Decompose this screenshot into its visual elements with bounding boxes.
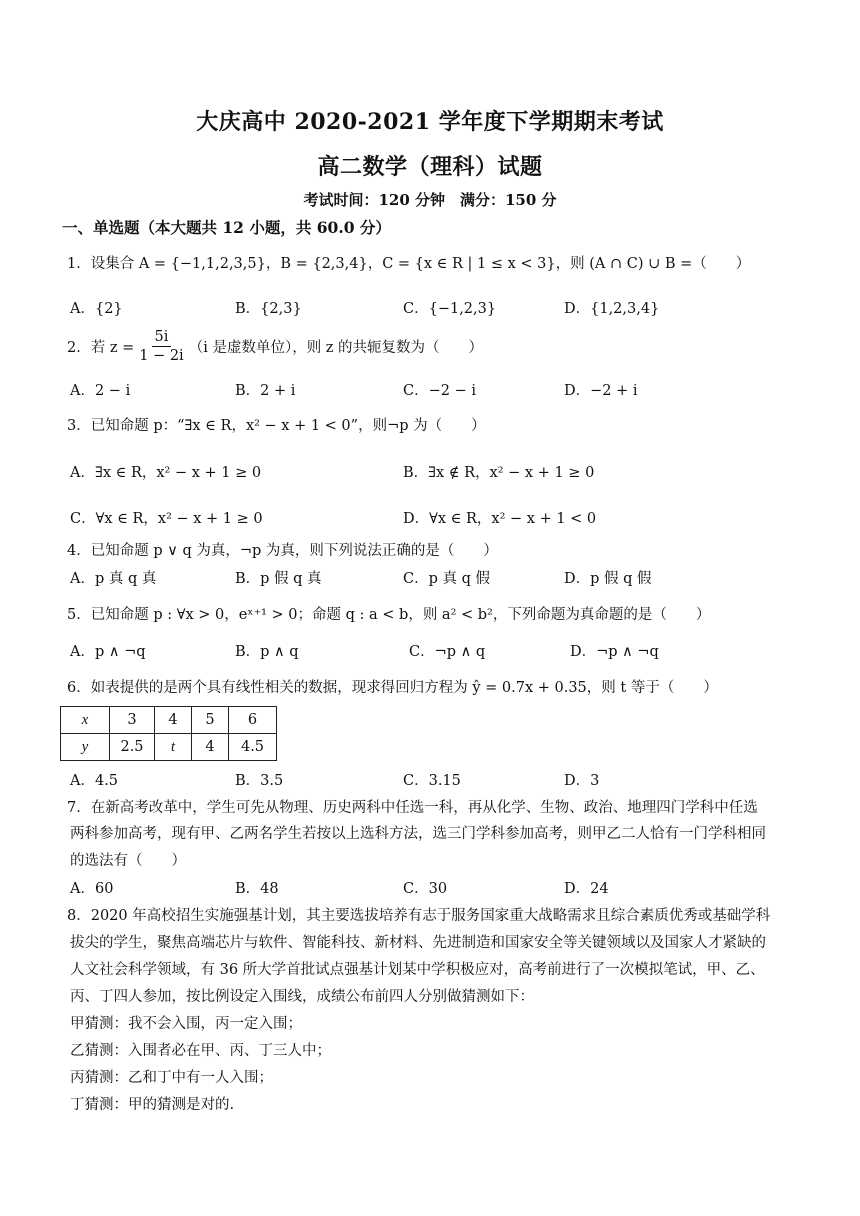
data-table xyxy=(60,706,277,761)
question-4-stem: 4．已知命题 p ∨ q 为真，¬p 为真，则下列说法正确的是（ ） xyxy=(67,543,498,559)
question-6-option-d: D．3 xyxy=(564,773,600,789)
question-8-guess-bing: 丙猜测：乙和丁中有一人入围； xyxy=(70,1070,273,1086)
question-8-line: 丙、丁四人参加，按比例设定入围线，成绩公布前四人分别做猜测如下： xyxy=(70,989,534,1005)
question-2-prefix: 2．若 z = xyxy=(67,340,135,356)
table-cell: 5 xyxy=(192,707,229,734)
question-8-line: 人文社会科学领域，有 36 所大学首批试点强基计划某中学积极应对，高考前进行了一次模拟笔试，甲、乙、 xyxy=(70,962,765,978)
question-4-option-d: D．p 假 q 假 xyxy=(564,571,652,587)
question-2-fraction xyxy=(136,328,186,365)
question-2-option-b: B．2 + i xyxy=(235,383,296,399)
table-cell: 2.5 xyxy=(110,734,155,761)
table-cell: y xyxy=(61,734,110,761)
table-cell: 4.5 xyxy=(229,734,277,761)
table-cell: 4 xyxy=(155,707,192,734)
table-cell: 3 xyxy=(110,707,155,734)
question-4-option-b: B．p 假 q 真 xyxy=(235,571,322,587)
question-2-option-a: A．2 − i xyxy=(70,383,131,399)
question-2-suffix: （i 是虚数单位），则 z 的共轭复数为（ ） xyxy=(188,340,484,356)
question-1-stem: 1．设集合 A = {−1,1,2,3,5}，B = {2,3,4}，C = {x ∈ R | 1 ≤ x < 3}，则 (A ∩ C) ∪ B =（ ） xyxy=(67,256,751,272)
question-3-option-d: D．∀x ∈ R，x² − x + 1 < 0 xyxy=(403,511,597,527)
question-2-stem xyxy=(67,328,483,365)
fraction-denominator: 1 − 2i xyxy=(139,348,184,364)
question-7-line: 7．在新高考改革中，学生可先从物理、历史两科中任选一科，再从化学、生物、政治、地理四门学科中任选 xyxy=(67,800,758,816)
question-8-guess-ding: 丁猜测：甲的猜测是对的. xyxy=(70,1097,235,1113)
question-6-option-c: C．3.15 xyxy=(403,773,461,789)
question-3-option-b: B．∃x ∉ R，x² − x + 1 ≥ 0 xyxy=(403,465,595,481)
question-5-option-d: D．¬p ∧ ¬q xyxy=(570,644,659,660)
question-6-option-b: B．3.5 xyxy=(235,773,284,789)
question-3-stem: 3．已知命题 p：“∃x ∈ R，x² − x + 1 < 0”，则¬p 为（ ） xyxy=(67,418,486,434)
question-1-option-d: D．{1,2,3,4} xyxy=(564,301,660,317)
question-4-option-a: A．p 真 q 真 xyxy=(70,571,157,587)
exam-info: 考试时间：120 分钟 满分：150 分 xyxy=(303,191,557,209)
question-5-option-a: A．p ∧ ¬q xyxy=(70,644,146,660)
question-2-option-c: C．−2 − i xyxy=(403,383,476,399)
table-cell: x xyxy=(61,707,110,734)
question-8-line: 拔尖的学生，聚焦高端芯片与软件、智能科技、新材料、先进制造和国家安全等关键领域以及国家人才紧缺的 xyxy=(70,935,766,951)
section-heading: 一、单选题（本大题共 12 小题，共 60.0 分） xyxy=(62,218,391,237)
question-6-stem: 6．如表提供的是两个具有线性相关的数据，现求得回归方程为 ŷ = 0.7x + 0.35，则 t 等于（ ） xyxy=(67,680,718,696)
question-5-option-b: B．p ∧ q xyxy=(235,644,299,660)
question-5-option-c: C．¬p ∧ q xyxy=(409,644,486,660)
question-7-line: 的选法有（ ） xyxy=(70,853,186,869)
table-cell: 4 xyxy=(192,734,229,761)
question-6-option-a: A．4.5 xyxy=(70,773,119,789)
question-2-option-d: D．−2 + i xyxy=(564,383,638,399)
question-3-option-c: C．∀x ∈ R，x² − x + 1 ≥ 0 xyxy=(70,511,263,527)
question-8-guess-yi: 乙猜测：入围者必在甲、丙、丁三人中； xyxy=(70,1043,331,1059)
question-1-option-c: C．{−1,2,3} xyxy=(403,301,497,317)
exam-subtitle: 高二数学（理科）试题 xyxy=(317,154,543,180)
question-7-line: 两科参加高考，现有甲、乙两名学生若按以上选科方法，选三门学科参加高考，则甲乙二人恰有一门学科相同 xyxy=(70,826,766,842)
question-1-option-a: A．{2} xyxy=(70,301,123,317)
question-8-line: 8．2020 年高校招生实施强基计划，其主要选拔培养有志于服务国家重大战略需求且综合素质优秀或基础学科 xyxy=(67,908,771,924)
table-cell: 6 xyxy=(229,707,277,734)
question-7-option-a: A．60 xyxy=(70,881,114,897)
table-row xyxy=(61,734,277,761)
table-row xyxy=(61,707,277,734)
question-7-option-d: D．24 xyxy=(564,881,609,897)
question-8-guess-jia: 甲猜测：我不会入围，丙一定入围； xyxy=(70,1016,302,1032)
question-7-option-c: C．30 xyxy=(403,881,448,897)
question-1-option-b: B．{2,3} xyxy=(235,301,302,317)
question-7-option-b: B．48 xyxy=(235,881,279,897)
table-cell: t xyxy=(155,734,192,761)
fraction-numerator: 5i xyxy=(152,328,172,347)
question-4-option-c: C．p 真 q 假 xyxy=(403,571,490,587)
question-5-stem: 5．已知命题 p : ∀x > 0，eˣ⁺¹ > 0；命题 q : a < b，则 a² < b²，下列命题为真命题的是（ ） xyxy=(67,607,711,623)
question-3-option-a: A．∃x ∈ R，x² − x + 1 ≥ 0 xyxy=(70,465,262,481)
exam-title: 大庆高中 2020-2021 学年度下学期期末考试 xyxy=(196,109,664,135)
